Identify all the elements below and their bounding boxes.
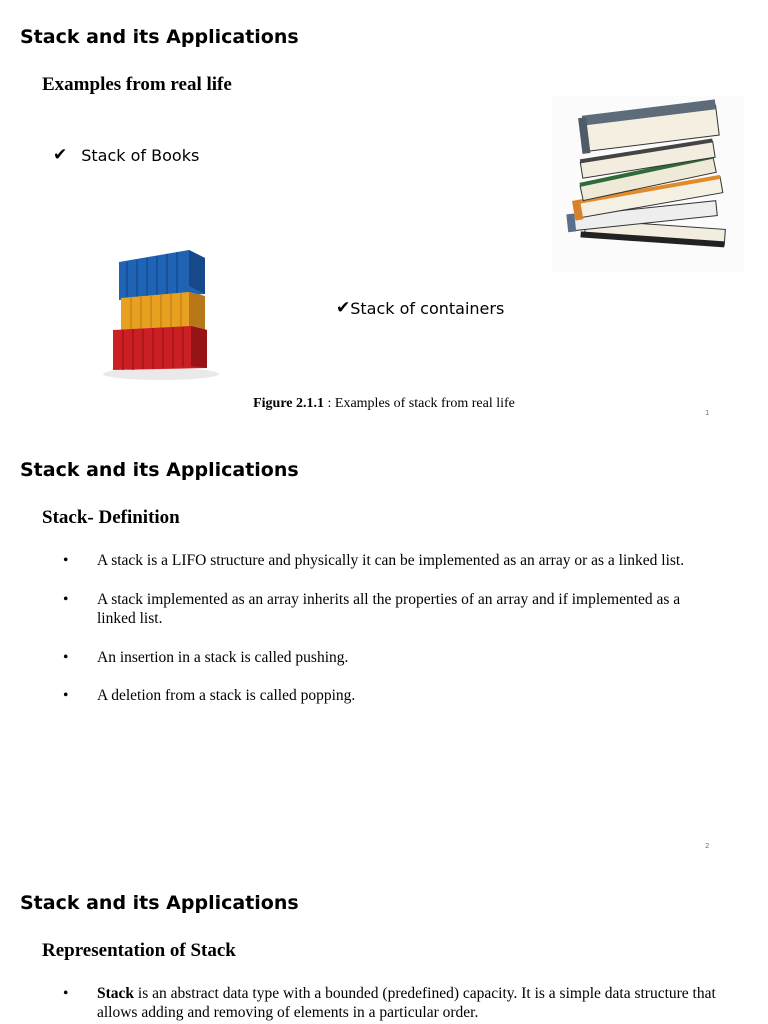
bullet-icon: • (63, 591, 69, 608)
slide-title: Stack and its Applications (20, 26, 299, 48)
list-item-text: A stack is a LIFO structure and physically it can be implemented as an array or as a linked list. (97, 552, 685, 569)
checkmark-icon: ✔ (53, 145, 68, 165)
list-item-text (97, 984, 717, 1022)
bullet-icon: • (63, 649, 69, 666)
definition-text: is an abstract data type with a bounded (predefined) capacity. It is a simple data structure that allows adding and removing of elements in a particular order. (97, 985, 716, 1021)
bullet-icon: • (63, 687, 69, 704)
slide-title: Stack and its Applications (20, 459, 299, 481)
list-item-text: An insertion in a stack is called pushing. (97, 649, 349, 666)
slide-3 (0, 866, 768, 1024)
bullet-icon: • (63, 552, 69, 569)
caption-text: : Examples of stack from real life (324, 396, 515, 411)
page-number: 1 (705, 409, 710, 417)
page-number: 2 (705, 842, 710, 850)
caption-label: Figure 2.1.1 (253, 396, 325, 411)
list-item-label: Stack of Books (81, 145, 200, 165)
stack-of-containers-image (97, 240, 239, 382)
slide-2 (0, 433, 768, 866)
bullet-icon: • (63, 985, 69, 1002)
figure-caption (0, 396, 768, 412)
stack-of-books-image (552, 96, 744, 272)
list-item-text: A deletion from a stack is called popping. (97, 687, 356, 704)
list-item-containers (336, 298, 504, 318)
slide-title: Stack and its Applications (20, 892, 299, 914)
slide-1 (0, 0, 768, 433)
list-item-books (53, 145, 199, 165)
term-stack: Stack (97, 985, 135, 1002)
slide-subtitle: Stack- Definition (42, 507, 180, 528)
list-item-label: Stack of containers (350, 298, 505, 318)
checkmark-icon: ✔ (336, 298, 351, 318)
list-item-text: A stack implemented as an array inherits all the properties of an array and if implemented as a linked list. (97, 591, 681, 627)
slide-subtitle: Examples from real life (42, 74, 232, 95)
slide-subtitle: Representation of Stack (42, 940, 236, 961)
